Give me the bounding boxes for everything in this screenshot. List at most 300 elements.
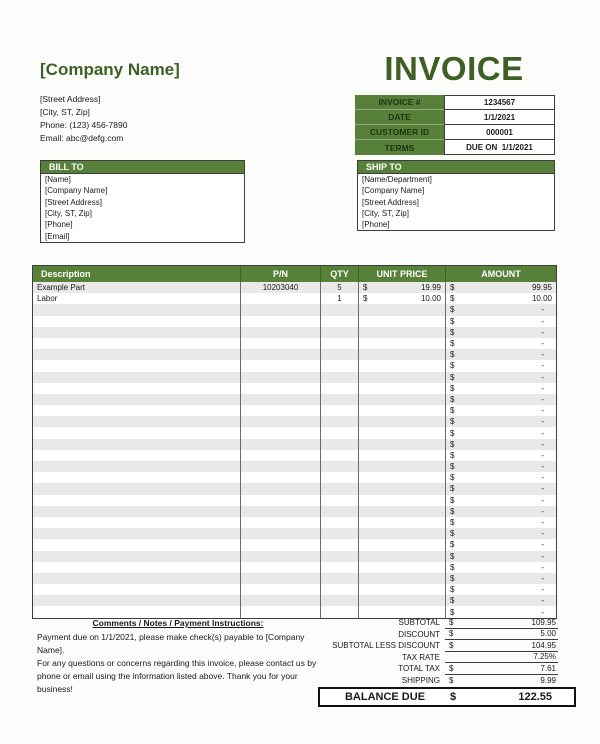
item-amount-cell [446, 360, 556, 371]
amount-value: 99.95 [531, 283, 552, 293]
item-row [33, 416, 556, 427]
item-pn-cell [241, 584, 321, 595]
item-description-cell [33, 562, 241, 573]
item-row [33, 304, 556, 315]
item-description-cell [33, 472, 241, 483]
item-description-cell: Example Part [33, 282, 241, 293]
amount-value: - [541, 350, 544, 360]
currency-symbol: $ [450, 607, 455, 617]
item-row [33, 439, 556, 450]
item-qty-cell [321, 439, 359, 450]
item-row [33, 360, 556, 371]
item-pn-cell [241, 304, 321, 315]
currency-symbol: $ [450, 506, 455, 516]
item-description-cell [33, 394, 241, 405]
item-row [33, 562, 556, 573]
total-amount [445, 652, 558, 664]
currency-symbol: $ [450, 585, 455, 595]
ship-to-lines [358, 174, 554, 230]
amount-value: - [541, 339, 544, 349]
item-pn-cell [241, 349, 321, 360]
bill-to-line: [Name] [45, 175, 71, 185]
currency-symbol: $ [449, 617, 454, 627]
currency-symbol: $ [450, 428, 455, 438]
bill-to-line: [Email] [45, 231, 70, 241]
item-qty-cell [321, 517, 359, 528]
item-unit-price-cell [359, 338, 446, 349]
item-row [33, 372, 556, 383]
item-qty-cell [321, 573, 359, 584]
item-pn-cell [241, 316, 321, 327]
bill-to-line: [Phone] [45, 220, 73, 230]
item-unit-price-cell [359, 405, 446, 416]
item-unit-price-cell [359, 483, 446, 494]
item-amount-cell [446, 606, 556, 617]
amount-value: - [541, 585, 544, 595]
item-amount-cell [446, 551, 556, 562]
item-amount-cell [446, 316, 556, 327]
item-amount-cell [446, 562, 556, 573]
item-pn-cell [241, 293, 321, 304]
item-unit-price-cell [359, 416, 446, 427]
amount-value: 10.00 [531, 294, 552, 304]
item-description-cell [33, 528, 241, 539]
item-unit-price-cell [359, 551, 446, 562]
item-qty-cell [321, 562, 359, 573]
item-pn-cell [241, 539, 321, 550]
item-row [33, 338, 556, 349]
item-description-cell [33, 372, 241, 383]
item-unit-price-cell [359, 472, 446, 483]
bill-to-header: BILL TO [41, 161, 244, 174]
comments-line: Payment due on 1/1/2021, please make check(s) payable to [Company Name]. [37, 632, 305, 655]
item-amount-cell [446, 461, 556, 472]
item-qty-cell [321, 383, 359, 394]
item-description-cell [33, 383, 241, 394]
ship-to-header: SHIP TO [358, 161, 554, 174]
total-row [32, 640, 558, 652]
company-address-block [40, 93, 127, 145]
invoice-info-label: CUSTOMER ID [355, 125, 444, 140]
currency-symbol: $ [449, 663, 454, 673]
total-row [32, 629, 558, 641]
item-description-cell [33, 595, 241, 606]
item-amount-cell [446, 293, 556, 304]
item-amount-cell [446, 584, 556, 595]
item-row [33, 539, 556, 550]
item-pn-cell [241, 506, 321, 517]
ship-to-box [357, 160, 555, 231]
currency-symbol: $ [450, 596, 455, 606]
invoice-info-row [355, 95, 555, 110]
column-header-description: Description [33, 266, 241, 282]
amount-value: - [541, 484, 544, 494]
item-pn-cell [241, 472, 321, 483]
item-row [33, 506, 556, 517]
amount-value: - [541, 428, 544, 438]
item-pn-cell [241, 416, 321, 427]
item-description-cell [33, 327, 241, 338]
item-unit-price-cell [359, 573, 446, 584]
item-amount-cell [446, 539, 556, 550]
item-qty-cell [321, 472, 359, 483]
item-description-cell [33, 416, 241, 427]
amount-value: - [541, 439, 544, 449]
item-description-cell [33, 427, 241, 438]
item-row [33, 383, 556, 394]
invoice-info-row [355, 110, 555, 125]
amount-value: - [541, 506, 544, 516]
item-amount-cell [446, 304, 556, 315]
item-unit-price-cell [359, 439, 446, 450]
item-amount-cell [446, 372, 556, 383]
item-description-cell [33, 439, 241, 450]
totals-section [32, 617, 558, 686]
item-qty-cell [321, 495, 359, 506]
currency-symbol: $ [450, 562, 455, 572]
invoice-info-value: 1234567 [444, 95, 555, 110]
item-unit-price-cell [359, 517, 446, 528]
item-unit-price-cell [359, 506, 446, 517]
total-amount [445, 675, 558, 687]
item-qty-cell [321, 606, 359, 617]
company-address-line: Email: abc@defg.com [40, 133, 124, 143]
item-row [33, 316, 556, 327]
currency-symbol: $ [450, 305, 455, 315]
total-row [32, 663, 558, 675]
item-description-cell: Labor [33, 293, 241, 304]
item-unit-price-cell [359, 372, 446, 383]
item-qty-cell [321, 584, 359, 595]
total-label: SUBTOTAL LESS DISCOUNT [332, 641, 440, 651]
total-value: 7.25% [533, 652, 556, 662]
item-amount-cell [446, 495, 556, 506]
comments-line: phone or email using the information listed above. Thank you for your [37, 671, 298, 681]
line-items-table [32, 265, 557, 619]
item-unit-price-cell [359, 282, 446, 293]
item-qty-cell [321, 338, 359, 349]
item-row [33, 327, 556, 338]
currency-symbol: $ [450, 394, 455, 404]
bill-to-line: [Company Name] [45, 186, 108, 196]
item-pn-cell [241, 372, 321, 383]
total-value: 9.99 [540, 675, 556, 685]
item-amount-cell [446, 338, 556, 349]
currency-symbol: $ [450, 518, 455, 528]
item-description-cell [33, 584, 241, 595]
item-amount-cell [446, 472, 556, 483]
currency-symbol: $ [450, 372, 455, 382]
invoice-title: INVOICE [384, 50, 524, 87]
total-amount [445, 629, 558, 641]
line-items-header-row [33, 266, 556, 282]
currency-symbol: $ [450, 551, 455, 561]
item-qty-cell [321, 349, 359, 360]
item-unit-price-cell [359, 450, 446, 461]
item-amount-cell [446, 282, 556, 293]
currency-symbol: $ [450, 529, 455, 539]
item-unit-price-cell [359, 383, 446, 394]
item-pn-cell [241, 450, 321, 461]
item-pn-cell [241, 360, 321, 371]
item-qty-cell [321, 416, 359, 427]
item-description-cell [33, 349, 241, 360]
total-label: SHIPPING [401, 675, 440, 685]
item-unit-price-cell [359, 394, 446, 405]
currency-symbol: $ [450, 439, 455, 449]
item-description-cell [33, 450, 241, 461]
item-amount-cell [446, 595, 556, 606]
item-amount-cell [446, 439, 556, 450]
item-qty-cell [321, 461, 359, 472]
currency-symbol: $ [450, 406, 455, 416]
amount-value: - [541, 607, 544, 617]
item-row [33, 483, 556, 494]
item-row [33, 517, 556, 528]
item-pn-cell [241, 551, 321, 562]
item-pn-cell [241, 461, 321, 472]
item-unit-price-cell [359, 584, 446, 595]
currency-symbol: $ [450, 462, 455, 472]
item-amount-cell [446, 517, 556, 528]
item-amount-cell [446, 427, 556, 438]
total-amount [445, 663, 558, 675]
column-header-amount: AMOUNT [481, 269, 521, 279]
item-pn-cell [241, 383, 321, 394]
item-unit-price-cell [359, 360, 446, 371]
item-qty-cell [321, 394, 359, 405]
currency-symbol: $ [363, 294, 368, 304]
item-amount-cell [446, 349, 556, 360]
item-amount-cell [446, 405, 556, 416]
item-pn-cell [241, 427, 321, 438]
total-amount [445, 617, 558, 629]
bill-to-line: [Street Address] [45, 197, 102, 207]
item-unit-price-cell [359, 539, 446, 550]
balance-due-label: BALANCE DUE [344, 691, 426, 703]
amount-value: - [541, 562, 544, 572]
item-qty-cell: 5 [321, 282, 359, 293]
item-pn-cell [241, 573, 321, 584]
item-unit-price-cell [359, 327, 446, 338]
total-row [32, 652, 558, 664]
item-description-cell [33, 606, 241, 617]
invoice-info-value: 000001 [444, 125, 555, 140]
amount-value: - [541, 573, 544, 583]
item-pn-cell [241, 483, 321, 494]
item-qty-cell [321, 483, 359, 494]
amount-value: - [541, 596, 544, 606]
amount-value: - [541, 417, 544, 427]
item-description-cell [33, 316, 241, 327]
item-description-cell [33, 539, 241, 550]
item-description-cell [33, 304, 241, 315]
item-unit-price-cell [359, 495, 446, 506]
ship-to-line: [Name/Department] [362, 175, 432, 185]
invoice-info-row [355, 125, 555, 140]
item-row [33, 394, 556, 405]
item-pn-cell [241, 338, 321, 349]
item-qty-cell [321, 539, 359, 550]
item-pn-cell: 10203040 [241, 282, 321, 293]
item-amount-cell [446, 383, 556, 394]
item-pn-cell [241, 562, 321, 573]
ship-to-line: [Street Address] [362, 197, 419, 207]
item-description-cell [33, 573, 241, 584]
amount-value: - [541, 495, 544, 505]
amount-value: - [541, 394, 544, 404]
item-row [33, 573, 556, 584]
currency-symbol: $ [450, 573, 455, 583]
balance-due-box [318, 687, 576, 707]
comments-line: For any questions or concerns regarding this invoice, please contact us by [37, 658, 317, 668]
amount-value: - [541, 518, 544, 528]
currency-symbol: $ [450, 495, 455, 505]
total-amount [445, 640, 558, 652]
column-header-unit-price: UNIT PRICE [359, 266, 446, 282]
invoice-info-label: DATE [355, 110, 444, 125]
total-value: 5.00 [540, 629, 556, 639]
invoice-info-value: DUE ON 1/1/2021 [444, 140, 555, 155]
amount-value: - [541, 473, 544, 483]
item-row [33, 528, 556, 539]
item-row [33, 584, 556, 595]
item-amount-cell [446, 528, 556, 539]
currency-symbol: $ [450, 450, 455, 460]
item-amount-cell [446, 450, 556, 461]
comments-title: Comments / Notes / Payment Instructions: [92, 618, 264, 628]
item-row [33, 293, 556, 304]
item-row [33, 606, 556, 617]
item-pn-cell [241, 405, 321, 416]
item-row [33, 450, 556, 461]
amount-value: - [541, 462, 544, 472]
item-amount-cell [446, 573, 556, 584]
item-qty-cell [321, 327, 359, 338]
currency-symbol: $ [363, 283, 368, 293]
item-row [33, 495, 556, 506]
item-qty-cell [321, 427, 359, 438]
bill-to-line: [City, ST, Zip] [45, 209, 92, 219]
currency-symbol: $ [450, 540, 455, 550]
item-row [33, 472, 556, 483]
item-description-cell [33, 461, 241, 472]
total-value: 104.95 [531, 640, 556, 650]
item-unit-price-cell [359, 427, 446, 438]
item-amount-cell [446, 327, 556, 338]
item-unit-price-cell [359, 349, 446, 360]
item-description-cell [33, 551, 241, 562]
item-description-cell [33, 338, 241, 349]
comments-line: business! [37, 684, 73, 694]
item-row [33, 427, 556, 438]
amount-value: - [541, 327, 544, 337]
company-address-line: Phone: (123) 456-7890 [40, 120, 128, 130]
unit-price-value: 19.99 [420, 283, 441, 293]
company-name: [Company Name] [40, 60, 180, 79]
item-qty-cell [321, 316, 359, 327]
item-qty-cell [321, 595, 359, 606]
item-description-cell [33, 517, 241, 528]
company-address-line: [Street Address] [40, 94, 101, 104]
item-unit-price-cell [359, 562, 446, 573]
invoice-info-table [355, 95, 555, 155]
item-amount-cell [446, 416, 556, 427]
company-address-line: [City, ST, Zip] [40, 107, 90, 117]
item-pn-cell [241, 439, 321, 450]
amount-value: - [541, 529, 544, 539]
item-qty-cell [321, 405, 359, 416]
item-unit-price-cell [359, 606, 446, 617]
ship-to-line: [Phone] [362, 220, 390, 230]
currency-symbol: $ [450, 350, 455, 360]
item-unit-price-cell [359, 293, 446, 304]
item-unit-price-cell [359, 461, 446, 472]
item-amount-cell [446, 483, 556, 494]
currency-symbol: $ [450, 417, 455, 427]
item-qty-cell [321, 372, 359, 383]
amount-value: - [541, 540, 544, 550]
currency-symbol: $ [450, 339, 455, 349]
column-header-p-n: P/N [241, 266, 321, 282]
item-unit-price-cell [359, 304, 446, 315]
item-amount-cell [446, 394, 556, 405]
item-row [33, 595, 556, 606]
currency-symbol: $ [449, 629, 454, 639]
item-qty-cell [321, 551, 359, 562]
total-value: 7.61 [540, 663, 556, 673]
item-pn-cell [241, 595, 321, 606]
item-row [33, 349, 556, 360]
column-header-qty: QTY [321, 266, 359, 282]
item-row [33, 461, 556, 472]
item-unit-price-cell [359, 528, 446, 539]
item-qty-cell [321, 304, 359, 315]
item-pn-cell [241, 327, 321, 338]
currency-symbol: $ [450, 283, 455, 293]
invoice-info-label: INVOICE # [355, 95, 444, 110]
item-description-cell [33, 360, 241, 371]
item-unit-price-cell [359, 316, 446, 327]
item-pn-cell [241, 606, 321, 617]
total-label: TAX RATE [402, 652, 440, 662]
item-description-cell [33, 405, 241, 416]
balance-due-value: 122.55 [518, 691, 552, 703]
item-pn-cell [241, 517, 321, 528]
currency-symbol: $ [450, 316, 455, 326]
item-qty-cell [321, 528, 359, 539]
item-description-cell [33, 483, 241, 494]
unit-price-value: 10.00 [420, 294, 441, 304]
bill-to-lines [41, 174, 244, 242]
currency-symbol: $ [450, 484, 455, 494]
item-qty-cell: 1 [321, 293, 359, 304]
currency-symbol: $ [450, 383, 455, 393]
invoice-info-row [355, 140, 555, 155]
amount-value: - [541, 372, 544, 382]
total-value: 109.95 [531, 617, 556, 627]
item-row [33, 405, 556, 416]
amount-value: - [541, 316, 544, 326]
item-qty-cell [321, 360, 359, 371]
currency-symbol: $ [450, 327, 455, 337]
item-pn-cell [241, 495, 321, 506]
total-row [32, 675, 558, 687]
amount-value: - [541, 383, 544, 393]
ship-to-line: [Company Name] [362, 186, 425, 196]
total-label: SUBTOTAL [398, 618, 440, 628]
item-row [33, 551, 556, 562]
